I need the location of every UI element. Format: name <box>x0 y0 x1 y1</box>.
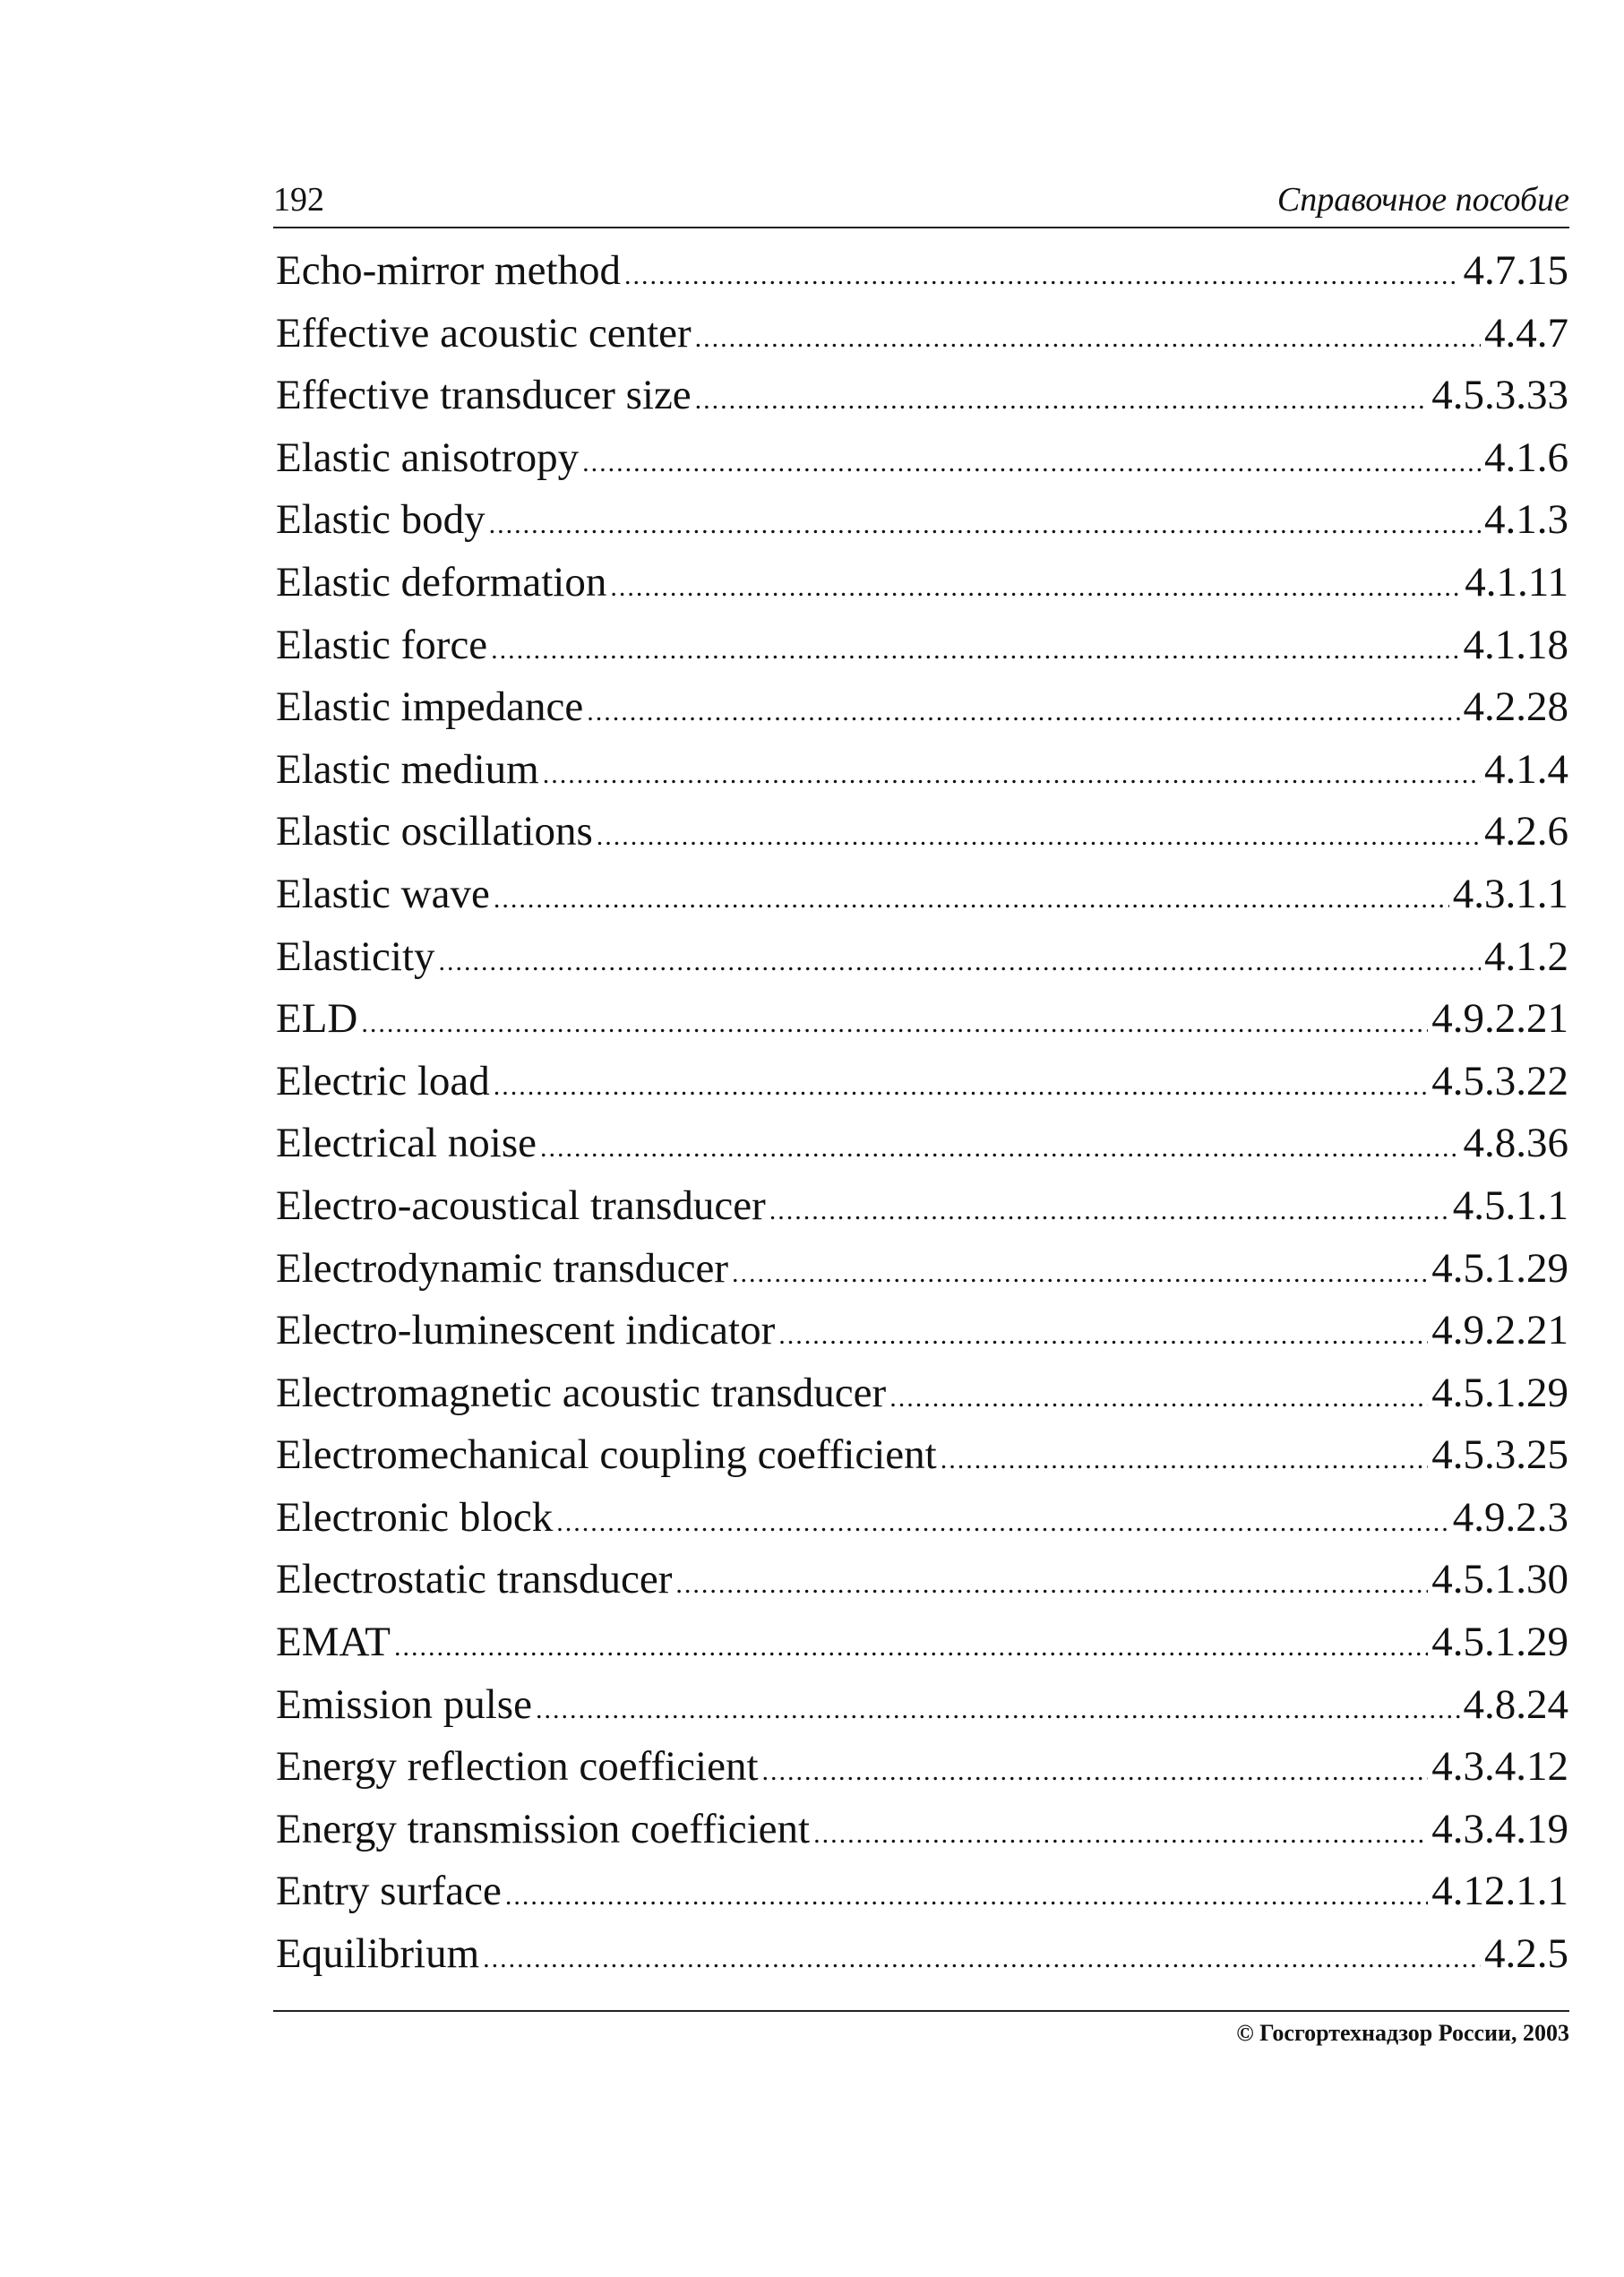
index-entry <box>276 240 1568 303</box>
dot-leader <box>582 432 1481 494</box>
entry-ref: 4.5.3.25 <box>1431 1431 1568 1479</box>
entry-ref: 4.3.4.12 <box>1431 1743 1568 1791</box>
entry-ref: 4.2.5 <box>1484 1930 1568 1978</box>
entry-term: Electromechanical coupling coefficient <box>276 1431 937 1479</box>
dot-leader <box>695 307 1481 370</box>
index-entry <box>276 365 1568 427</box>
dot-leader <box>941 1429 1429 1491</box>
entry-ref: 4.9.2.21 <box>1431 1307 1568 1354</box>
entry-ref: 4.3.1.1 <box>1452 870 1568 917</box>
entry-term: Electromagnetic acoustic transducer <box>276 1369 887 1416</box>
entry-term: Electrostatic transducer <box>276 1556 673 1603</box>
entry-ref: 4.5.1.29 <box>1431 1369 1568 1416</box>
entry-term: ELD <box>276 995 358 1043</box>
index-entry <box>276 552 1568 614</box>
dot-leader <box>394 1616 1428 1679</box>
index-entry <box>276 1923 1568 1986</box>
entry-ref: 4.8.24 <box>1463 1680 1568 1728</box>
copyright-notice: © Госгортехнадзор России, 2003 <box>1236 2020 1569 2046</box>
dot-leader <box>489 494 1481 556</box>
dot-leader <box>491 619 1459 682</box>
entry-term: Electro-acoustical transducer <box>276 1181 766 1229</box>
entry-term: Effective transducer size <box>276 372 692 419</box>
dot-leader <box>769 1180 1449 1242</box>
entry-term: Echo-mirror method <box>276 247 622 294</box>
entry-term: Elasticity <box>276 932 435 980</box>
entry-term: Electro-luminescent indicator <box>276 1307 776 1354</box>
dot-leader <box>439 931 1481 993</box>
entry-ref: 4.7.15 <box>1463 247 1568 294</box>
index-entry <box>276 427 1568 490</box>
index-entry <box>276 1674 1568 1737</box>
entry-term: Electrical noise <box>276 1120 537 1167</box>
dot-leader <box>587 681 1459 743</box>
entry-term: Electric load <box>276 1057 490 1104</box>
index-entry <box>276 801 1568 864</box>
entry-term: Equilibrium <box>276 1930 480 1978</box>
page-header <box>273 175 1569 228</box>
index-entry <box>276 1424 1568 1487</box>
entry-term: Energy transmission coefficient <box>276 1805 811 1852</box>
entry-term: Energy reflection coefficient <box>276 1743 759 1791</box>
entry-term: EMAT <box>276 1619 391 1666</box>
dot-leader <box>813 1803 1428 1866</box>
dot-leader <box>889 1367 1428 1430</box>
index-entry <box>276 1549 1568 1611</box>
dot-leader <box>762 1740 1429 1803</box>
index-entry <box>276 1487 1568 1550</box>
entry-ref: 4.1.3 <box>1484 496 1568 544</box>
entry-term: Elastic deformation <box>276 558 607 606</box>
entry-ref: 4.8.36 <box>1463 1120 1568 1167</box>
index-entry <box>276 1362 1568 1425</box>
entry-term: Effective acoustic center <box>276 309 692 357</box>
index-entry <box>276 1113 1568 1175</box>
entry-term: Elastic medium <box>276 745 539 793</box>
dot-leader <box>556 1491 1448 1554</box>
entry-term: Elastic force <box>276 621 488 668</box>
entry-ref: 4.5.1.30 <box>1431 1556 1568 1603</box>
dot-leader <box>597 805 1481 868</box>
dot-leader <box>494 1055 1428 1118</box>
entry-term: Elastic body <box>276 496 485 544</box>
index-entry <box>276 303 1568 365</box>
dot-leader <box>778 1304 1428 1367</box>
entry-ref: 4.9.2.3 <box>1452 1493 1568 1541</box>
index-entry <box>276 988 1568 1051</box>
footer-rule <box>273 2010 1569 2012</box>
entry-ref: 4.5.1.1 <box>1452 1181 1568 1229</box>
entry-ref: 4.5.1.29 <box>1431 1619 1568 1666</box>
dot-leader <box>483 1928 1481 1990</box>
index-entry <box>276 1238 1568 1301</box>
index-entry <box>276 614 1568 677</box>
index-entry <box>276 489 1568 552</box>
index-entry <box>276 1300 1568 1362</box>
entry-ref: 4.5.1.29 <box>1431 1244 1568 1292</box>
entry-ref: 4.12.1.1 <box>1431 1868 1568 1915</box>
entry-ref: 4.1.2 <box>1484 932 1568 980</box>
dot-leader <box>675 1553 1428 1616</box>
dot-leader <box>540 1117 1460 1180</box>
entry-term: Elastic impedance <box>276 683 584 731</box>
entry-term: Electrodynamic transducer <box>276 1244 729 1292</box>
index-entry <box>276 1175 1568 1238</box>
index-entry <box>276 739 1568 802</box>
entry-ref: 4.5.3.22 <box>1431 1057 1568 1104</box>
index-entry <box>276 1051 1568 1113</box>
dot-leader <box>543 743 1481 806</box>
entry-term: Emission pulse <box>276 1680 532 1728</box>
entry-ref: 4.3.4.19 <box>1431 1805 1568 1852</box>
entry-ref: 4.2.6 <box>1484 808 1568 855</box>
entry-ref: 4.9.2.21 <box>1431 995 1568 1043</box>
dot-leader <box>732 1242 1428 1305</box>
dot-leader <box>610 556 1461 619</box>
running-title: Справочное пособие <box>1276 181 1569 219</box>
entry-ref: 4.1.6 <box>1484 434 1568 481</box>
index-entry <box>276 676 1568 739</box>
index-entry <box>276 1860 1568 1923</box>
index-entries <box>276 240 1568 1986</box>
entry-term: Elastic oscillations <box>276 808 593 855</box>
index-entry <box>276 1736 1568 1799</box>
entry-term: Elastic anisotropy <box>276 434 580 481</box>
entry-ref: 4.1.11 <box>1465 558 1568 606</box>
dot-leader <box>536 1679 1460 1741</box>
dot-leader <box>494 868 1449 931</box>
dot-leader <box>361 992 1428 1055</box>
dot-leader <box>695 369 1429 432</box>
entry-ref: 4.2.28 <box>1463 683 1568 731</box>
index-entry <box>276 1611 1568 1674</box>
entry-ref: 4.5.3.33 <box>1431 372 1568 419</box>
index-entry <box>276 926 1568 989</box>
page-number: 192 <box>273 181 324 219</box>
entry-ref: 4.4.7 <box>1484 309 1568 357</box>
entry-ref: 4.1.18 <box>1463 621 1568 668</box>
dot-leader <box>505 1865 1428 1928</box>
index-entry <box>276 864 1568 926</box>
entry-term: Entry surface <box>276 1868 502 1915</box>
dot-leader <box>624 245 1459 307</box>
entry-term: Electronic block <box>276 1493 554 1541</box>
entry-ref: 4.1.4 <box>1484 745 1568 793</box>
entry-term: Elastic wave <box>276 870 490 917</box>
index-entry <box>276 1799 1568 1861</box>
